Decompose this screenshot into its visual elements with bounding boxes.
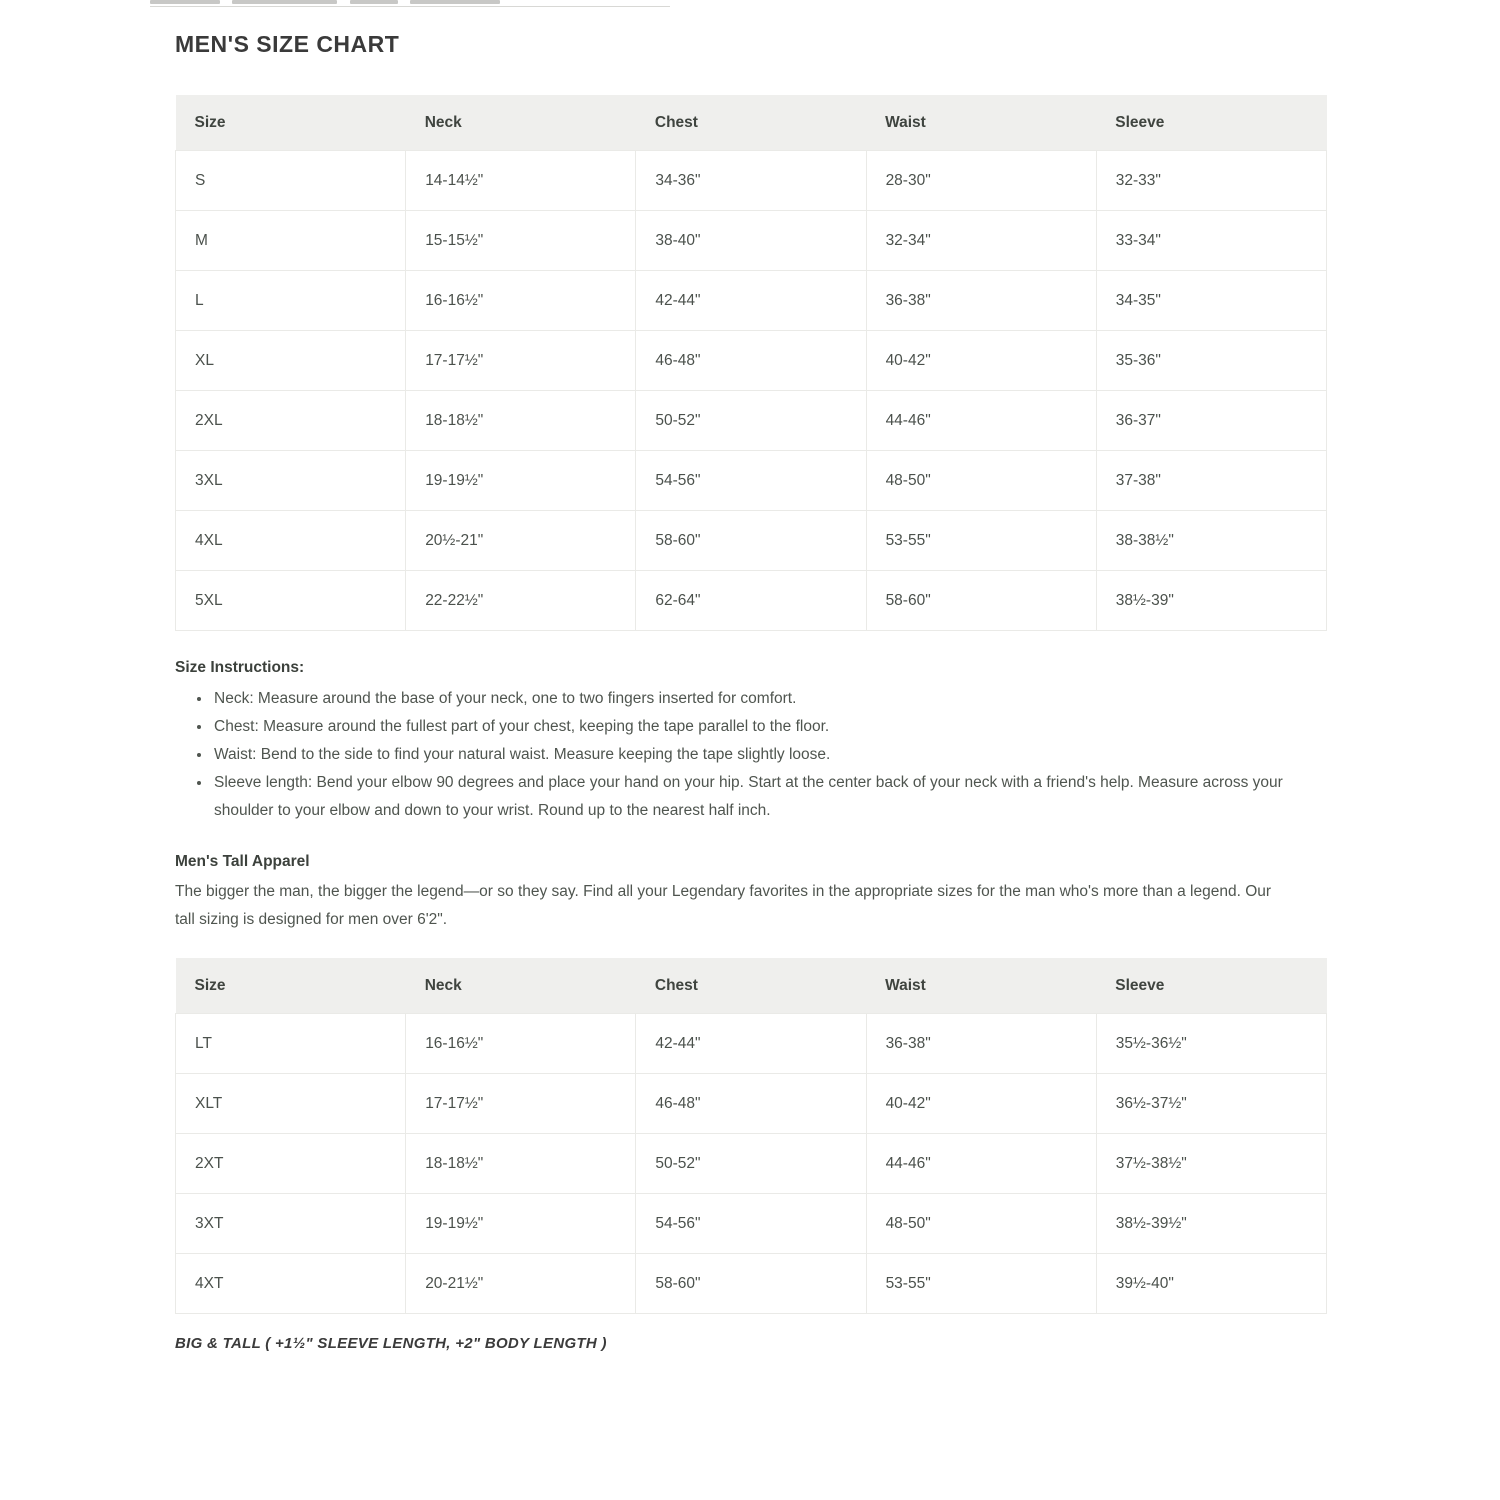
measurement-cell: 40-42" [866, 331, 1096, 391]
size-cell: M [176, 211, 406, 271]
measurement-cell: 62-64" [636, 571, 866, 631]
table-row [176, 391, 1327, 451]
column-header: Waist [866, 95, 1096, 151]
measurement-cell: 33-34" [1096, 211, 1326, 271]
measurement-cell: 16-16½" [406, 1014, 636, 1074]
column-header: Neck [406, 95, 636, 151]
table-row [176, 451, 1327, 511]
measurement-cell: 32-34" [866, 211, 1096, 271]
column-header: Chest [636, 95, 866, 151]
measurement-cell: 54-56" [636, 451, 866, 511]
size-instructions-heading: Size Instructions: [175, 659, 305, 676]
measurement-cell: 18-18½" [406, 1134, 636, 1194]
measurement-cell: 17-17½" [406, 331, 636, 391]
measurement-cell: 53-55" [866, 511, 1096, 571]
measurement-cell: 17-17½" [406, 1074, 636, 1134]
measurement-cell: 50-52" [636, 1134, 866, 1194]
measurement-cell: 38½-39½" [1096, 1194, 1326, 1254]
size-cell: L [176, 271, 406, 331]
measurement-cell: 14-14½" [406, 151, 636, 211]
measurement-cell: 42-44" [636, 1014, 866, 1074]
measurement-cell: 20-21½" [406, 1254, 636, 1314]
measurement-cell: 40-42" [866, 1074, 1096, 1134]
measurement-cell: 28-30" [866, 151, 1096, 211]
size-cell: LT [176, 1014, 406, 1074]
measurement-cell: 44-46" [866, 1134, 1096, 1194]
measurement-cell: 18-18½" [406, 391, 636, 451]
column-header: Chest [636, 958, 866, 1014]
measurement-cell: 19-19½" [406, 1194, 636, 1254]
instruction-item: • Sleeve length: Bend your elbow 90 degrees and place your hand on your hip. Start at the center back of your neck with a friend's help. Measure across your shoulder to your elbow and down to your wrist. Round up to the nearest half inch. [212, 769, 1319, 825]
measurement-cell: 46-48" [636, 1074, 866, 1134]
instruction-item: • Waist: Bend to the side to find your natural waist. Measure keeping the tape slightly loose. [212, 741, 1319, 769]
table-row [176, 1194, 1327, 1254]
measurement-cell: 36-38" [866, 271, 1096, 331]
measurement-cell: 48-50" [866, 1194, 1096, 1254]
table-row [176, 331, 1327, 391]
size-instructions-list [175, 685, 1327, 825]
table-row [176, 151, 1327, 211]
measurement-cell: 58-60" [636, 511, 866, 571]
measurement-cell: 39½-40" [1096, 1254, 1326, 1314]
page-title: MEN'S SIZE CHART [175, 31, 400, 57]
tall-apparel-paragraph: The bigger the man, the bigger the legend—or so they say. Find all your Legendary favorites in the appropriate sizes for the man who's more than a legend. Our tall sizing is designed for men over 6'2". [175, 883, 1272, 928]
size-cell: 5XL [176, 571, 406, 631]
measurement-cell: 38½-39" [1096, 571, 1326, 631]
measurement-cell: 34-35" [1096, 271, 1326, 331]
table-header-row [176, 95, 1327, 151]
table-row [176, 1134, 1327, 1194]
size-cell: 2XL [176, 391, 406, 451]
regular-size-table [175, 95, 1327, 631]
table-row [176, 511, 1327, 571]
instruction-item: • Chest: Measure around the fullest part of your chest, keeping the tape parallel to the floor. [212, 713, 1319, 741]
size-cell: 2XT [176, 1134, 406, 1194]
measurement-cell: 50-52" [636, 391, 866, 451]
measurement-cell: 58-60" [866, 571, 1096, 631]
measurement-cell: 46-48" [636, 331, 866, 391]
measurement-cell: 15-15½" [406, 211, 636, 271]
measurement-cell: 35-36" [1096, 331, 1326, 391]
measurement-cell: 37½-38½" [1096, 1134, 1326, 1194]
size-cell: 3XL [176, 451, 406, 511]
column-header: Sleeve [1096, 958, 1326, 1014]
measurement-cell: 58-60" [636, 1254, 866, 1314]
measurement-cell: 53-55" [866, 1254, 1096, 1314]
measurement-cell: 54-56" [636, 1194, 866, 1254]
measurement-cell: 32-33" [1096, 151, 1326, 211]
size-cell: XL [176, 331, 406, 391]
measurement-cell: 44-46" [866, 391, 1096, 451]
table-row [176, 211, 1327, 271]
measurement-cell: 36-38" [866, 1014, 1096, 1074]
column-header: Waist [866, 958, 1096, 1014]
table-row [176, 271, 1327, 331]
size-cell: 4XT [176, 1254, 406, 1314]
table-row [176, 1254, 1327, 1314]
measurement-cell: 19-19½" [406, 451, 636, 511]
table-row [176, 1074, 1327, 1134]
measurement-cell: 16-16½" [406, 271, 636, 331]
table-row [176, 571, 1327, 631]
measurement-cell: 20½-21" [406, 511, 636, 571]
measurement-cell: 38-40" [636, 211, 866, 271]
measurement-cell: 37-38" [1096, 451, 1326, 511]
big-and-tall-footnote: BIG & TALL ( +1½" SLEEVE LENGTH, +2" BODY LENGTH ) [175, 1335, 607, 1352]
column-header: Sleeve [1096, 95, 1326, 151]
column-header: Size [176, 95, 406, 151]
tall-apparel-heading: Men's Tall Apparel [175, 853, 310, 870]
column-header: Size [176, 958, 406, 1014]
table-header-row [176, 958, 1327, 1014]
size-cell: S [176, 151, 406, 211]
tall-size-table [175, 958, 1327, 1314]
measurement-cell: 22-22½" [406, 571, 636, 631]
table-row [176, 1014, 1327, 1074]
measurement-cell: 48-50" [866, 451, 1096, 511]
measurement-cell: 34-36" [636, 151, 866, 211]
size-cell: 3XT [176, 1194, 406, 1254]
measurement-cell: 38-38½" [1096, 511, 1326, 571]
size-cell: 4XL [176, 511, 406, 571]
measurement-cell: 36-37" [1096, 391, 1326, 451]
size-cell: XLT [176, 1074, 406, 1134]
measurement-cell: 42-44" [636, 271, 866, 331]
column-header: Neck [406, 958, 636, 1014]
instruction-item: • Neck: Measure around the base of your neck, one to two fingers inserted for comfort. [212, 685, 1319, 713]
measurement-cell: 35½-36½" [1096, 1014, 1326, 1074]
measurement-cell: 36½-37½" [1096, 1074, 1326, 1134]
